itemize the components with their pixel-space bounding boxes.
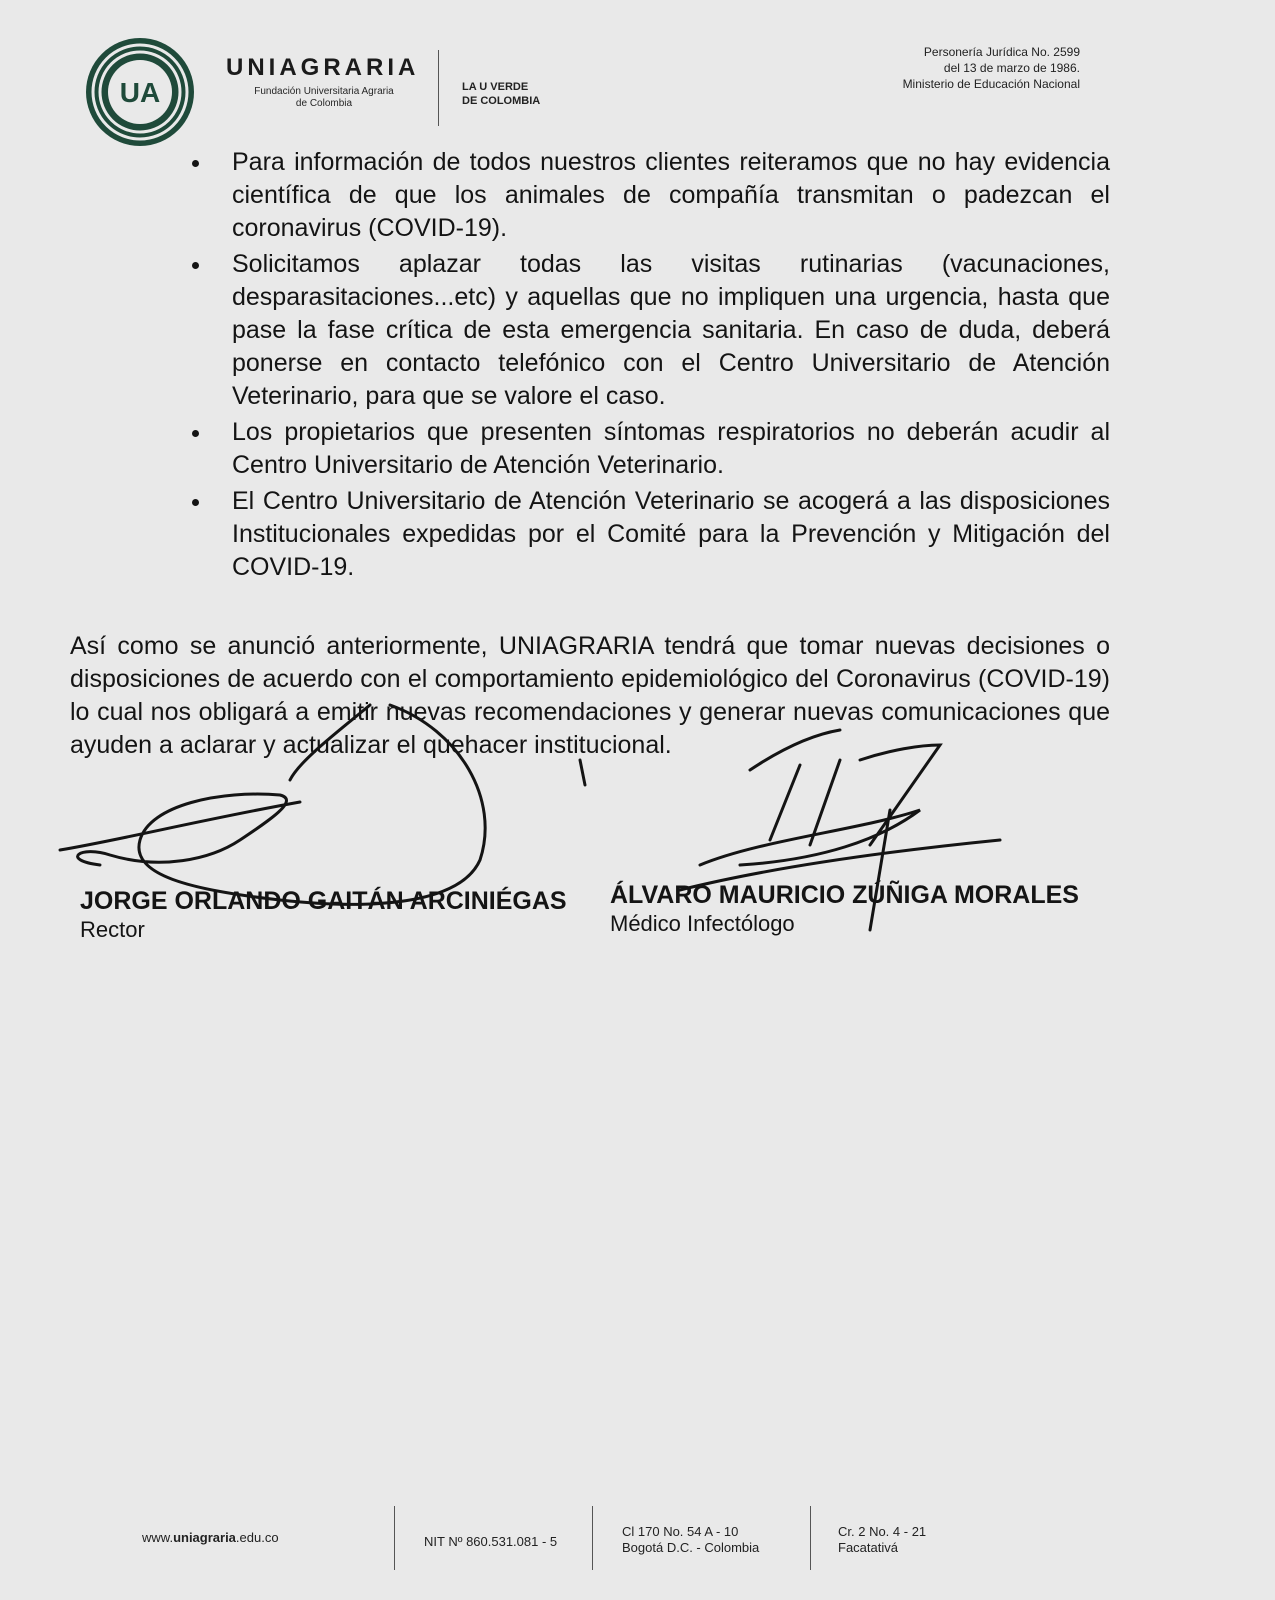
- signature-rector: [60, 705, 485, 904]
- bullet-dot-icon: [192, 160, 199, 167]
- legal-registration: [780, 44, 1080, 92]
- website-brand: uniagraria: [173, 1530, 236, 1545]
- uniagraria-seal-logo: [84, 36, 196, 148]
- signatory-infectologist: [610, 880, 1079, 938]
- address-line: Bogotá D.C. - Colombia: [622, 1540, 760, 1555]
- brand-block: [226, 54, 426, 110]
- footer-address-bogota: [622, 1524, 759, 1556]
- list-item: [190, 248, 1110, 413]
- signatory-name: JORGE ORLANDO GAITÁN ARCINIÉGAS: [80, 887, 567, 915]
- bullet-dot-icon: [192, 430, 199, 437]
- list-item-text: El Centro Universitario de Atención Veterinario se acogerá a las disposiciones Institucionales expedidas por el Comité para la Prevención y Mitigación del COVID-19.: [232, 487, 1110, 581]
- footer-divider: [592, 1506, 593, 1570]
- legal-line-1: Personería Jurídica No. 2599: [923, 45, 1080, 59]
- legal-line-3: Ministerio de Educación Nacional: [902, 77, 1080, 91]
- website-suffix: .edu.co: [235, 1530, 279, 1545]
- website-prefix: www.: [142, 1530, 174, 1545]
- footer-address-facatativa: [838, 1524, 926, 1556]
- address-line: Cl 170 No. 54 A - 10: [622, 1524, 739, 1539]
- footer-divider: [810, 1506, 811, 1570]
- page-footer: [0, 1490, 1275, 1600]
- brand-subtitle: [226, 86, 422, 110]
- list-item-text: Solicitamos aplazar todas las visitas rutinarias (vacunaciones, desparasitaciones...etc) y aquellas que no impliquen una urgencia, hasta que pase la fase crítica de esta emergencia sanitaria. En caso de duda, deberá ponerse en contacto telefónico con el Centro Universitario de Atención Veterinario, para que se valore el caso.: [232, 250, 1110, 410]
- list-item-text: Para información de todos nuestros clientes reiteramos que no hay evidencia científica de que los animales de compañía transmitan o padezcan el coronavirus (COVID-19).: [232, 148, 1110, 242]
- tagline-line-2: DE COLOMBIA: [462, 95, 541, 107]
- footer-nit: NIT Nº 860.531.081 - 5: [424, 1534, 558, 1549]
- list-item: [190, 146, 1110, 245]
- bullet-dot-icon: [192, 499, 199, 506]
- signatory-rector: [80, 886, 567, 944]
- address-line: Facatativá: [838, 1540, 898, 1555]
- list-item-text: Los propietarios que presenten síntomas respiratorios no deberán acudir al Centro Universitario de Atención Veterinario.: [232, 418, 1110, 479]
- list-item: [190, 485, 1110, 584]
- header-divider: [438, 50, 439, 126]
- signatory-name: ÁLVARO MAURICIO ZÚÑIGA MORALES: [610, 881, 1079, 909]
- legal-line-2: del 13 de marzo de 1986.: [943, 61, 1080, 75]
- letterhead: [80, 30, 1080, 160]
- list-item: [190, 416, 1110, 482]
- seal-text: UA: [119, 77, 161, 108]
- brand-name: UNIAGRARIA: [226, 54, 420, 81]
- closing-paragraph: Así como se anunció anteriormente, UNIAGRARIA tendrá que tomar nuevas decisiones o disposiciones de acuerdo con el comportamiento epidemiológico del Coronavirus (COVID-19) lo cual nos obligará a emitir nuevas recomendaciones y generar nuevas comunicaciones que ayuden a aclarar y actualizar el quehacer institucional.: [70, 632, 1110, 759]
- signatory-role: Rector: [80, 917, 145, 942]
- address-line: Cr. 2 No. 4 - 21: [838, 1524, 927, 1539]
- footer-divider: [394, 1506, 395, 1570]
- tagline: [462, 80, 540, 108]
- recommendation-list: [190, 146, 1110, 587]
- bullet-dot-icon: [192, 262, 199, 269]
- signatory-role: Médico Infectólogo: [610, 911, 795, 936]
- website-link[interactable]: [142, 1530, 279, 1546]
- brand-subtitle-line-1: Fundación Universitaria Agraria: [254, 86, 394, 97]
- tagline-line-1: LA U VERDE: [462, 81, 529, 93]
- brand-subtitle-line-2: de Colombia: [295, 98, 353, 109]
